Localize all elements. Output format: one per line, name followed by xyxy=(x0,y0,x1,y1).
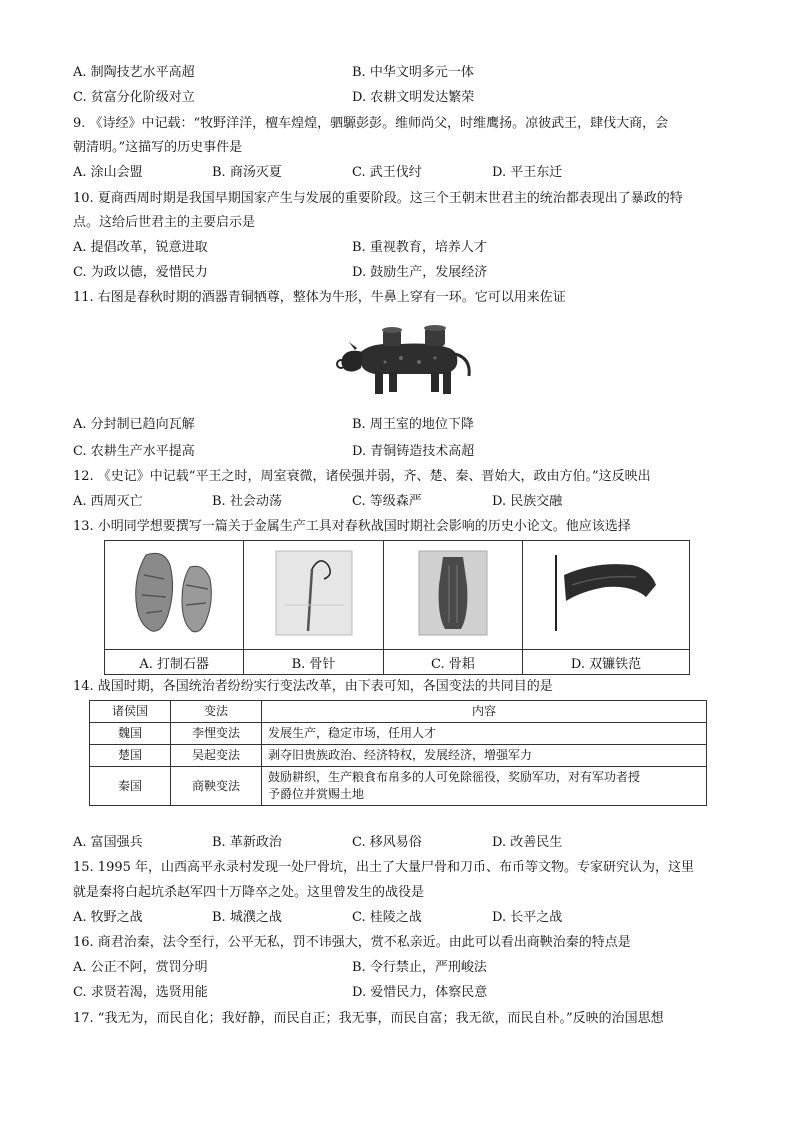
q15-option-a: A. 牧野之战 xyxy=(73,910,143,925)
q15-option-b: B. 城濮之战 xyxy=(212,910,282,925)
q14-row3-content-line2: 予爵位并赏赐土地 xyxy=(268,787,365,801)
q14-row1-content: 发展生产，稳定市场，任用人才 xyxy=(262,723,707,745)
q8-option-d: D. 农耕文明发达繁荣 xyxy=(352,90,475,105)
q11-option-a: A. 分封制已趋向瓦解 xyxy=(73,417,195,432)
q14-table-header-row xyxy=(90,701,707,723)
q14-header-reform: 变法 xyxy=(171,701,262,723)
q14-option-a: A. 富国强兵 xyxy=(73,835,143,850)
q13-image-cell-a xyxy=(105,541,244,650)
iron-sickle-mould-image xyxy=(546,545,666,641)
table-row xyxy=(90,723,707,745)
bronze-ox-vessel-image xyxy=(331,318,483,400)
q9-option-d: D. 平王东迁 xyxy=(492,165,563,180)
q9-stem-line2: 朝清明。”这描写的历史事件是 xyxy=(73,140,243,155)
q9-option-a: A. 涂山会盟 xyxy=(73,165,143,180)
q14-row2-state: 楚国 xyxy=(90,745,171,767)
q8-option-a: A. 制陶技艺水平高超 xyxy=(73,65,195,80)
q15-option-c: C. 桂陵之战 xyxy=(352,910,422,925)
q14-option-d: D. 改善民生 xyxy=(492,835,563,850)
chipped-stone-tool-image xyxy=(124,545,224,641)
q12-option-b: B. 社会动荡 xyxy=(212,494,282,509)
q14-reform-table xyxy=(89,700,707,806)
q14-row3-reform: 商鞅变法 xyxy=(171,767,262,806)
q12-option-d: D. 民族交融 xyxy=(492,494,563,509)
q10-option-b: B. 重视教育，培养人才 xyxy=(352,240,487,255)
q14-row2-reform: 吴起变法 xyxy=(171,745,262,767)
q14-stem: 14. 战国时期，各国统治者纷纷实行变法改革，由下表可知，各国变法的共同目的是 xyxy=(73,679,553,694)
q9-stem-line1: 9. 《诗经》中记载：“牧野洋洋，檀车煌煌，驷騵彭彭。维师尚父，时维鹰扬。凉彼武王，肆伐大商，会 xyxy=(73,116,669,131)
q16-stem: 16. 商君治秦，法令至行，公平无私，罚不讳强大，赏不私亲近。由此可以看出商鞅治秦的特点是 xyxy=(73,935,631,950)
q14-row3-state: 秦国 xyxy=(90,767,171,806)
q10-option-d: D. 鼓励生产，发展经济 xyxy=(352,265,488,280)
q9-option-c: C. 武王伐纣 xyxy=(352,165,422,180)
q16-option-a: A. 公正不阿，赏罚分明 xyxy=(73,960,208,975)
q14-row2-content: 剥夺旧贵族政治、经济特权，发展经济，增强军力 xyxy=(262,745,707,767)
table-row xyxy=(90,767,707,806)
q14-row3-content xyxy=(262,767,707,806)
q16-option-d: D. 爱惜民力，体察民意 xyxy=(352,985,488,1000)
q16-option-b: B. 令行禁止，严刑峻法 xyxy=(352,960,487,975)
q17-stem: 17. “我无为，而民自化；我好静，而民自正；我无事，而民自富；我无欲，而民自朴。”反映的治国思想 xyxy=(73,1011,664,1026)
q14-row3-content-line1: 鼓励耕织，生产粮食布帛多的人可免除徭役，奖励军功，对有军功者授 xyxy=(268,770,641,784)
q10-option-a: A. 提倡改革，锐意进取 xyxy=(73,240,208,255)
q13-image-cell-d xyxy=(523,541,690,650)
q10-stem-line2: 点。这给后世君主的主要启示是 xyxy=(73,215,256,230)
q13-option-b: B. 骨针 xyxy=(244,650,383,675)
q15-stem-line2: 就是秦将白起坑杀赵军四十万降卒之处。这里曾发生的战役是 xyxy=(73,885,425,900)
q14-option-c: C. 移风易俗 xyxy=(352,835,422,850)
table-row xyxy=(90,745,707,767)
q9-option-b: B. 商汤灭夏 xyxy=(212,165,282,180)
q14-option-b: B. 革新政治 xyxy=(212,835,282,850)
q10-stem-line1: 10. 夏商西周时期是我国早期国家产生与发展的重要阶段。这三个王朝末世君主的统治都表现出了暴政的特 xyxy=(73,191,683,206)
q14-row1-reform: 李悝变法 xyxy=(171,723,262,745)
q16-option-c: C. 求贤若渴，选贤用能 xyxy=(73,985,208,1000)
q13-image-cell-c xyxy=(383,541,522,650)
q13-option-c: C. 骨耜 xyxy=(383,650,522,675)
q13-option-a: A. 打制石器 xyxy=(105,650,244,675)
q11-option-b: B. 周王室的地位下降 xyxy=(352,417,474,432)
bone-spade-image xyxy=(403,545,503,641)
q13-tools-table xyxy=(104,540,690,675)
q13-stem: 13. 小明同学想要撰写一篇关于金属生产工具对春秋战国时期社会影响的历史小论文。他应该选择 xyxy=(73,519,631,534)
q12-option-c: C. 等级森严 xyxy=(352,494,422,509)
q11-option-d: D. 青铜铸造技术高超 xyxy=(352,444,475,459)
q15-stem-line1: 15. 1995 年，山西高平永录村发现一处尸骨坑，出土了大量尸骨和刀币、布币等文物。专家研究认为，这里 xyxy=(73,860,695,875)
q13-image-cell-b xyxy=(244,541,383,650)
q10-option-c: C. 为政以德，爱惜民力 xyxy=(73,265,208,280)
q8-option-c: C. 贫富分化阶级对立 xyxy=(73,90,195,105)
q11-option-c: C. 农耕生产水平提高 xyxy=(73,444,195,459)
q12-stem: 12. 《史记》中记载“平王之时，周室衰微，诸侯强并弱，齐、楚、秦、晋始大，政由方伯。”这反映出 xyxy=(73,469,651,484)
q15-option-d: D. 长平之战 xyxy=(492,910,563,925)
q14-header-state: 诸侯国 xyxy=(90,701,171,723)
bone-needle-image xyxy=(264,545,364,641)
q13-option-d: D. 双镰铁范 xyxy=(523,650,690,675)
q8-option-b: B. 中华文明多元一体 xyxy=(352,65,474,80)
q12-option-a: A. 西周灭亡 xyxy=(73,494,143,509)
q14-row1-state: 魏国 xyxy=(90,723,171,745)
q11-stem: 11. 右图是春秋时期的酒器青铜牺尊，整体为牛形，牛鼻上穿有一环。它可以用来佐证 xyxy=(73,290,566,305)
q14-header-content: 内容 xyxy=(262,701,707,723)
